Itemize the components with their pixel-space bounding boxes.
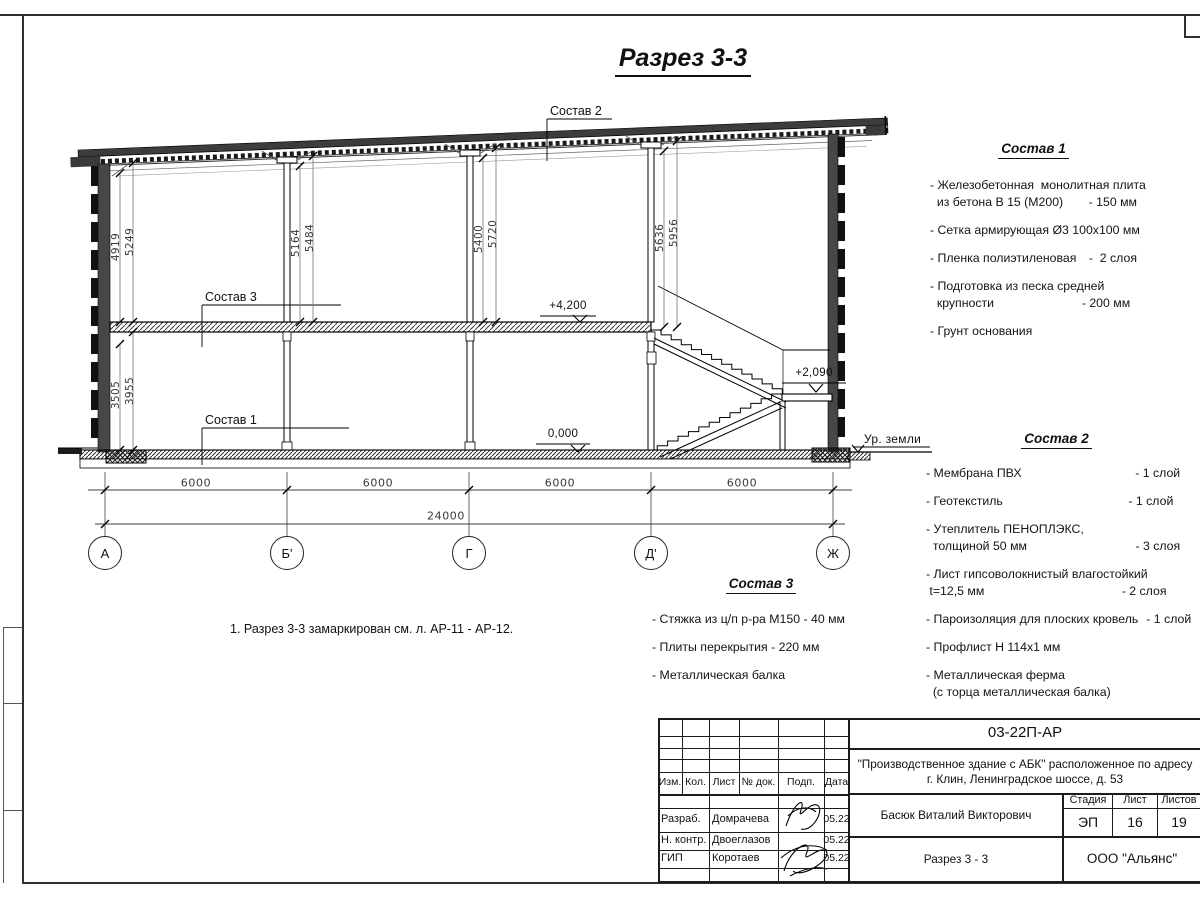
drawing-note: 1. Разрез 3-3 замаркирован см. л. АР-11 - АР-12. (230, 622, 514, 636)
label-sostav2: Состав 2 (550, 104, 602, 118)
tb-date: 05.22 (823, 813, 850, 826)
dimension-text: 3505 (110, 380, 122, 410)
spec-row: - Утеплитель ПЕНОПЛЭКС, (926, 522, 1084, 536)
spec-row: - Лист гипсоволокнистый влагостойкий (926, 567, 1148, 581)
spec-row: - Плиты перекрытия - 220 мм (652, 640, 820, 654)
spec-row: - Профлист Н 114х1 мм (926, 640, 1061, 654)
spec-row: - Подготовка из песка средней (930, 279, 1105, 293)
title-block (658, 718, 1200, 883)
dimension-text: 5249 (124, 227, 136, 257)
ground-level-label: Ур. земли (864, 432, 922, 446)
lower-flight-steps (657, 394, 782, 450)
axis-letter: Д' (645, 545, 657, 561)
tb-col-ndok: № док. (741, 776, 776, 789)
axis-letter: Ж (826, 545, 839, 561)
columns-upper (262, 136, 676, 322)
axis-letter: Г (465, 545, 473, 561)
tb-col-list: Лист (712, 776, 736, 789)
spec-title: Состав 3 (652, 576, 870, 591)
spec-row: - Грунт основания (930, 324, 1033, 338)
roof-right-fascia (866, 125, 886, 136)
spec-row: из бетона В 15 (М200) - 150 мм (930, 195, 1137, 209)
spec-block-3 (652, 576, 870, 684)
spec-block-1 (930, 141, 1146, 340)
spec-row: - Сетка армирующая Ø3 100х100 мм (930, 223, 1140, 237)
axis-bubble (634, 536, 668, 570)
ground-ledge-left (58, 448, 82, 454)
spec-row: - Стяжка из ц/п р-ра М150 - 40 мм (652, 612, 845, 626)
doc-number: 03-22П-АР (987, 723, 1063, 741)
project-line2: г. Клин, Ленинградское шоссе, д. 53 (926, 771, 1124, 786)
spec-row: (с торца металлическая балка) (926, 685, 1111, 699)
witness-lines (120, 141, 677, 450)
tb-name: Коротаев (712, 852, 760, 865)
page-title: Разрез 3-3 (558, 44, 808, 73)
dimension-text: 5484 (304, 223, 316, 253)
dimension-text: 3955 (124, 376, 136, 406)
tb-name: Домрачева (712, 813, 769, 826)
tb-role: Разраб. (661, 813, 701, 826)
label-sostav1: Состав 1 (205, 413, 257, 427)
sheet-label: Лист (1123, 793, 1147, 806)
axis-bubble (88, 536, 122, 570)
tb-role: ГИП (661, 852, 683, 865)
spec-row: - Металлическая ферма (926, 668, 1065, 682)
label-leaders (202, 119, 612, 465)
dimension-text: 5400 (473, 224, 485, 254)
spec-block-2 (926, 431, 1192, 701)
tb-date: 05.22 (823, 852, 850, 865)
dimension-text: 4919 (110, 232, 122, 262)
dimension-text: 5956 (668, 218, 680, 248)
foundation-left (106, 450, 146, 463)
total-dimension: 24000 (427, 509, 465, 523)
elevation-mark: +4,200 (549, 300, 587, 312)
right-wall (828, 134, 845, 452)
elevation-mark: +2,090 (795, 367, 833, 379)
ground-slab (58, 448, 932, 468)
dimension-text: 6000 (180, 476, 212, 490)
tb-name: Двоеглазов (712, 834, 771, 847)
dimension-text: 6000 (362, 476, 394, 490)
sheets-value: 19 (1171, 813, 1187, 830)
tb-role: Н. контр. (661, 834, 707, 847)
sheets-label: Листов (1161, 793, 1197, 806)
axis-letter: А (100, 545, 110, 561)
project-line1: "Производственное здание с АБК" расположенное по адресу (857, 756, 1193, 771)
tb-col-kol: Кол. (685, 776, 706, 789)
chief-name: Басюк Виталий Викторович (880, 808, 1032, 823)
dimension-text: 5720 (487, 219, 499, 249)
company-name: ООО "Альянс" (1086, 851, 1178, 867)
spec-row: - Геотекстиль - 1 слой (926, 494, 1187, 508)
spec-title: Состав 1 (930, 141, 1137, 156)
roof-left-fascia (70, 156, 100, 167)
dimension-text: 6000 (544, 476, 576, 490)
axis-letter: Б' (281, 545, 293, 561)
stage-label: Стадия (1069, 793, 1107, 806)
spec-row: - Железобетонная монолитная плита (930, 178, 1146, 192)
label-sostav3: Состав 3 (205, 290, 257, 304)
spec-row: - Пароизоляция для плоских кровель - 1 слой (926, 612, 1192, 626)
dimension-text: 6000 (726, 476, 758, 490)
axis-bubble (816, 536, 850, 570)
drawing-name: Разрез 3 - 3 (923, 852, 989, 867)
spec-row: - Пленка полиэтиленовая - 2 слоя (930, 251, 1137, 265)
axis-bubble (452, 536, 486, 570)
foundation-right (812, 448, 850, 462)
spec-row: t=12,5 мм - 2 слоя (926, 584, 1187, 598)
tb-col-podp: Подп. (787, 776, 815, 789)
elevation-mark: 0,000 (547, 428, 579, 440)
stage-value: ЭП (1077, 813, 1099, 830)
roof (70, 116, 889, 178)
stair-landing (782, 394, 832, 401)
columns-lower (282, 332, 656, 450)
spec-row: толщиной 50 мм - 3 слоя (926, 539, 1187, 553)
project-description (850, 750, 1200, 793)
spec-title: Состав 2 (926, 431, 1187, 446)
floor-slab-upper (110, 322, 651, 332)
spec-row: крупности - 200 мм (930, 296, 1137, 310)
tb-col-data: Дата (824, 776, 849, 789)
dimension-text: 5636 (654, 223, 666, 253)
tb-col-izm: Изм. (658, 776, 682, 789)
axis-bubble (270, 536, 304, 570)
tb-date: 05.22 (823, 834, 850, 847)
spec-row: - Мембрана ПВХ - 1 слой (926, 466, 1187, 480)
dimension-text: 5164 (290, 228, 302, 258)
spec-row: - Металлическая балка (652, 668, 786, 682)
sheet-value: 16 (1127, 813, 1143, 830)
